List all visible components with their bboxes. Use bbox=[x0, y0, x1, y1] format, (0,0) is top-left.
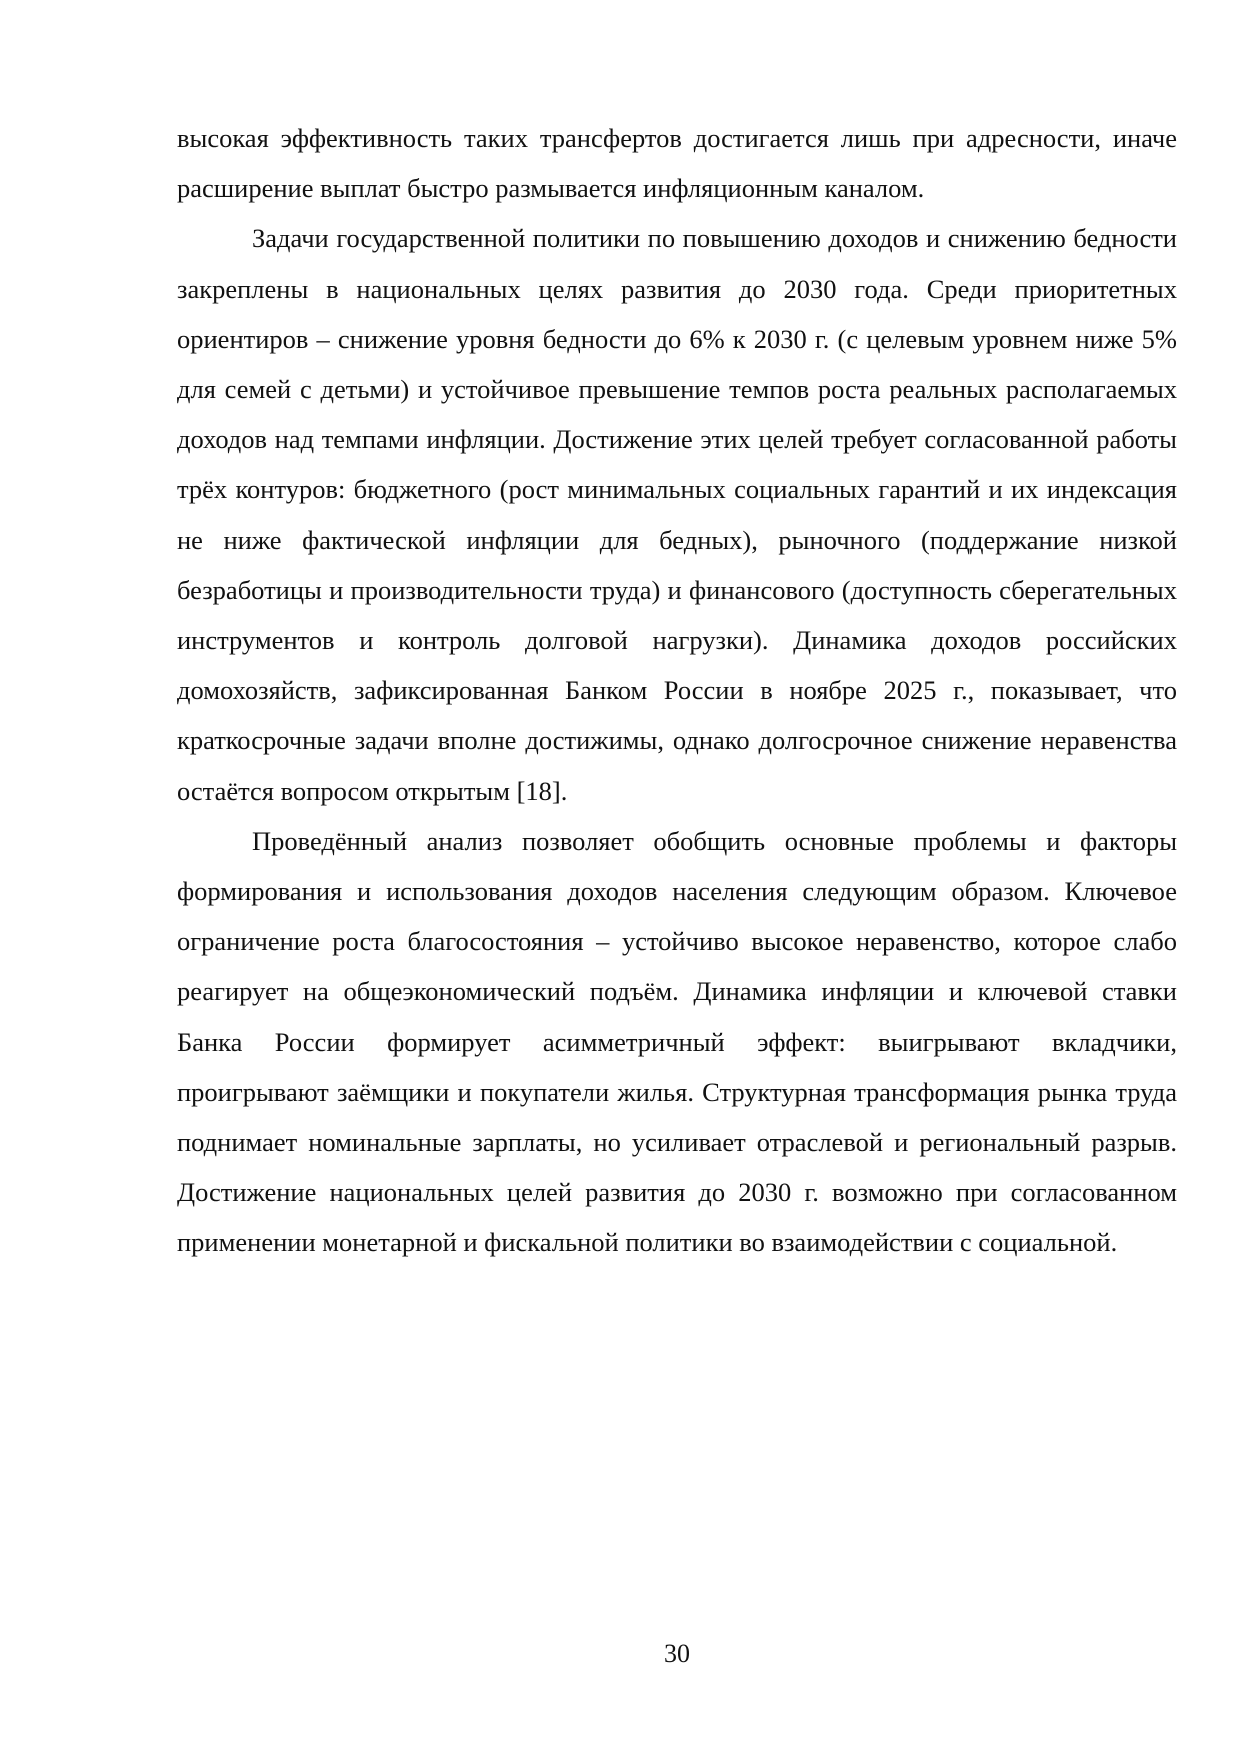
paragraph-conclusion: Проведённый анализ позволяет обобщить основные проблемы и факторы формирования и использования доходов населения следующим образом. Ключевое ограничение роста благосостояния – устойчиво высокое неравенство, которое слабо реагирует на общеэкономический подъём. Динамика инфляции и ключевой ставки Банка России формирует асимметричный эффект: выигрывают вкладчики, проигрывают заёмщики и покупатели жилья. Структурная трансформация рынка труда поднимает номинальные зарплаты, но усиливает отраслевой и региональный разрыв. Достижение национальных целей развития до 2030 г. возможно при согласованном применении монетарной и фискальной политики во взаимодействии с социальной. bbox=[177, 825, 1177, 1258]
paragraph-policy-goals: Задачи государственной политики по повышению доходов и снижению бедности закреплены в национальных целях развития до 2030 года. Среди приоритетных ориентиров – снижение уровня бедности до 6% к 2030 г. (с целевым уровнем ниже 5% для семей с детьми) и устойчивое превышение темпов роста реальных располагаемых доходов над темпами инфляции. Достижение этих целей требует согласованной работы трёх контуров: бюджетного (рост минимальных социальных гарантий и их индексация не ниже фактической инфляции для бедных), рыночного (поддержание низкой безработицы и производительности труда) и финансового (доступность сберегательных инструментов и контроль долговой нагрузки). Динамика доходов российских домохозяйств, зафиксированная Банком России в ноябре 2025 г., показывает, что краткосрочные задачи вполне достижимы, однако долгосрочное снижение неравенства остаётся вопросом открытым [18]. bbox=[177, 223, 1177, 806]
text-body bbox=[177, 113, 1177, 1268]
paragraph-continuation: высокая эффективность таких трансфертов достигается лишь при адресности, иначе расширение выплат быстро размывается инфляционным каналом. bbox=[177, 123, 1177, 204]
page-number: 30 bbox=[664, 1639, 690, 1668]
